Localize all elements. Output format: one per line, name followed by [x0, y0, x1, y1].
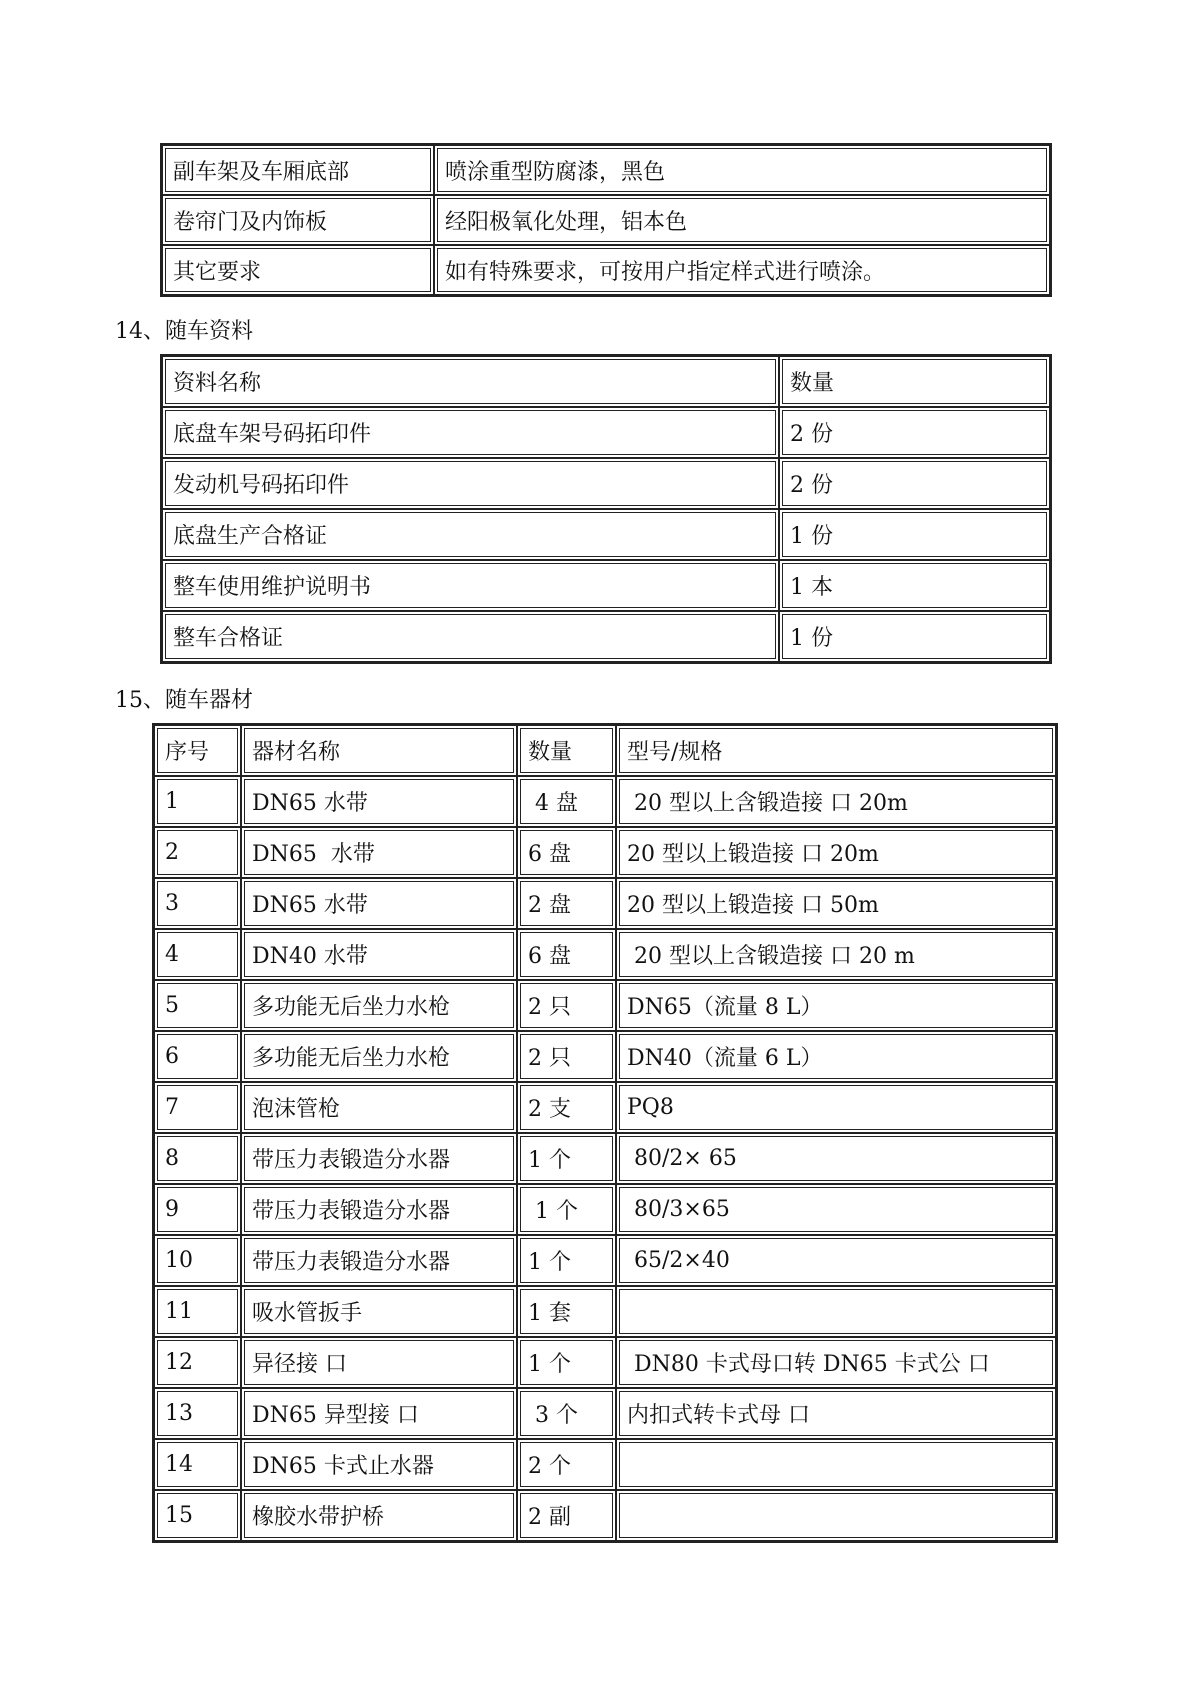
section-14-heading: 14、随车资料 [115, 319, 253, 344]
table-cell-equipment-name: 橡胶水带护桥 [241, 1490, 517, 1541]
finish-table [160, 143, 1052, 297]
table-cell-document-name: 整车使用维护说明书 [162, 560, 779, 611]
table-cell-index: 1 [154, 776, 241, 827]
table-row [154, 1235, 1056, 1286]
table-cell-quantity: 3 个 [517, 1388, 616, 1439]
table-cell-index: 4 [154, 929, 241, 980]
table-cell-equipment-name: 多功能无后坐力水枪 [241, 980, 517, 1031]
header-cell-spec: 型号/规格 [616, 725, 1056, 776]
table-cell-index: 14 [154, 1439, 241, 1490]
table-cell-spec: 20 型以上含锻造接 口 20m [616, 776, 1056, 827]
table-cell-quantity: 6 盘 [517, 827, 616, 878]
table-cell-part: 副车架及车厢底部 [162, 145, 434, 195]
header-cell-index: 序号 [154, 725, 241, 776]
table-cell-document-name: 底盘生产合格证 [162, 509, 779, 560]
table-row [162, 509, 1050, 560]
table-cell-quantity: 1 个 [517, 1337, 616, 1388]
table-cell-index: 6 [154, 1031, 241, 1082]
table-cell-part: 其它要求 [162, 245, 434, 295]
table-cell-spec [616, 1490, 1056, 1541]
table-cell-quantity: 1 个 [517, 1133, 616, 1184]
header-cell-quantity: 数量 [517, 725, 616, 776]
table-header-row [154, 725, 1056, 776]
table-cell-spec: PQ8 [616, 1082, 1056, 1133]
table-cell-index: 10 [154, 1235, 241, 1286]
header-cell-name: 资料名称 [162, 356, 779, 407]
table-cell-quantity: 2 只 [517, 1031, 616, 1082]
table-cell-spec [616, 1286, 1056, 1337]
table-row [162, 611, 1050, 662]
table-cell-index: 7 [154, 1082, 241, 1133]
table-row [154, 1439, 1056, 1490]
table-cell-part: 卷帘门及内饰板 [162, 195, 434, 245]
table-row [154, 929, 1056, 980]
table-row [162, 145, 1050, 195]
table-cell-quantity: 1 个 [517, 1235, 616, 1286]
table-cell-spec: 内扣式转卡式母 口 [616, 1388, 1056, 1439]
table-row [162, 195, 1050, 245]
table-cell-treatment: 如有特殊要求，可按用户指定样式进行喷涂。 [434, 245, 1050, 295]
table-cell-document-name: 发动机号码拓印件 [162, 458, 779, 509]
table-cell-quantity: 1 份 [779, 509, 1050, 560]
table-cell-quantity: 2 份 [779, 458, 1050, 509]
table-cell-index: 5 [154, 980, 241, 1031]
table-cell-equipment-name: DN65 水带 [241, 827, 517, 878]
table-row [162, 245, 1050, 295]
table-row [154, 1133, 1056, 1184]
table-cell-spec: 80/3×65 [616, 1184, 1056, 1235]
table-cell-equipment-name: 异径接 口 [241, 1337, 517, 1388]
table-cell-quantity: 2 盘 [517, 878, 616, 929]
table-cell-index: 3 [154, 878, 241, 929]
table-cell-index: 15 [154, 1490, 241, 1541]
section-15-heading: 15、随车器材 [115, 688, 253, 713]
table-row [154, 1082, 1056, 1133]
table-cell-spec: DN40（流量 6 L） [616, 1031, 1056, 1082]
table-cell-quantity: 2 支 [517, 1082, 616, 1133]
table-cell-equipment-name: 吸水管扳手 [241, 1286, 517, 1337]
table-row [154, 1031, 1056, 1082]
table-cell-quantity: 2 只 [517, 980, 616, 1031]
table-cell-quantity: 1 个 [517, 1184, 616, 1235]
table-cell-spec: 20 型以上锻造接 口 50m [616, 878, 1056, 929]
table-cell-document-name: 整车合格证 [162, 611, 779, 662]
table-row [154, 1490, 1056, 1541]
table-cell-equipment-name: 带压力表锻造分水器 [241, 1184, 517, 1235]
table-cell-spec: DN80 卡式母口转 DN65 卡式公 口 [616, 1337, 1056, 1388]
table-cell-quantity: 6 盘 [517, 929, 616, 980]
header-cell-quantity: 数量 [779, 356, 1050, 407]
table-cell-index: 9 [154, 1184, 241, 1235]
table-cell-spec: 80/2× 65 [616, 1133, 1056, 1184]
header-cell-equipment-name: 器材名称 [241, 725, 517, 776]
table-cell-quantity: 1 份 [779, 611, 1050, 662]
table-row [154, 980, 1056, 1031]
table-cell-spec [616, 1439, 1056, 1490]
table-cell-document-name: 底盘车架号码拓印件 [162, 407, 779, 458]
table-cell-equipment-name: DN40 水带 [241, 929, 517, 980]
table-row [154, 1337, 1056, 1388]
table-row [162, 560, 1050, 611]
table-cell-quantity: 2 个 [517, 1439, 616, 1490]
table-cell-spec: DN65（流量 8 L） [616, 980, 1056, 1031]
table-cell-quantity: 1 套 [517, 1286, 616, 1337]
table-cell-index: 11 [154, 1286, 241, 1337]
table-row [154, 878, 1056, 929]
table-row [154, 1184, 1056, 1235]
table-row [162, 407, 1050, 458]
table-cell-quantity: 2 副 [517, 1490, 616, 1541]
table-cell-index: 2 [154, 827, 241, 878]
table-cell-equipment-name: DN65 异型接 口 [241, 1388, 517, 1439]
table-cell-treatment: 经阳极氧化处理，铝本色 [434, 195, 1050, 245]
table-row [154, 827, 1056, 878]
table-row [162, 458, 1050, 509]
table-cell-equipment-name: DN65 水带 [241, 878, 517, 929]
table-cell-index: 13 [154, 1388, 241, 1439]
table-cell-equipment-name: 多功能无后坐力水枪 [241, 1031, 517, 1082]
table-cell-equipment-name: 带压力表锻造分水器 [241, 1235, 517, 1286]
table-cell-spec: 20 型以上含锻造接 口 20 m [616, 929, 1056, 980]
table-cell-spec: 65/2×40 [616, 1235, 1056, 1286]
table-cell-equipment-name: DN65 卡式止水器 [241, 1439, 517, 1490]
vehicle-documents-table [160, 354, 1052, 664]
table-header-row [162, 356, 1050, 407]
table-row [154, 776, 1056, 827]
vehicle-equipment-table [152, 723, 1058, 1543]
table-cell-index: 8 [154, 1133, 241, 1184]
table-cell-equipment-name: 泡沫管枪 [241, 1082, 517, 1133]
table-cell-equipment-name: DN65 水带 [241, 776, 517, 827]
table-cell-quantity: 2 份 [779, 407, 1050, 458]
table-row [154, 1388, 1056, 1439]
table-row [154, 1286, 1056, 1337]
table-cell-spec: 20 型以上锻造接 口 20m [616, 827, 1056, 878]
table-cell-quantity: 1 本 [779, 560, 1050, 611]
table-cell-treatment: 喷涂重型防腐漆，黑色 [434, 145, 1050, 195]
table-cell-equipment-name: 带压力表锻造分水器 [241, 1133, 517, 1184]
table-cell-quantity: 4 盘 [517, 776, 616, 827]
table-cell-index: 12 [154, 1337, 241, 1388]
